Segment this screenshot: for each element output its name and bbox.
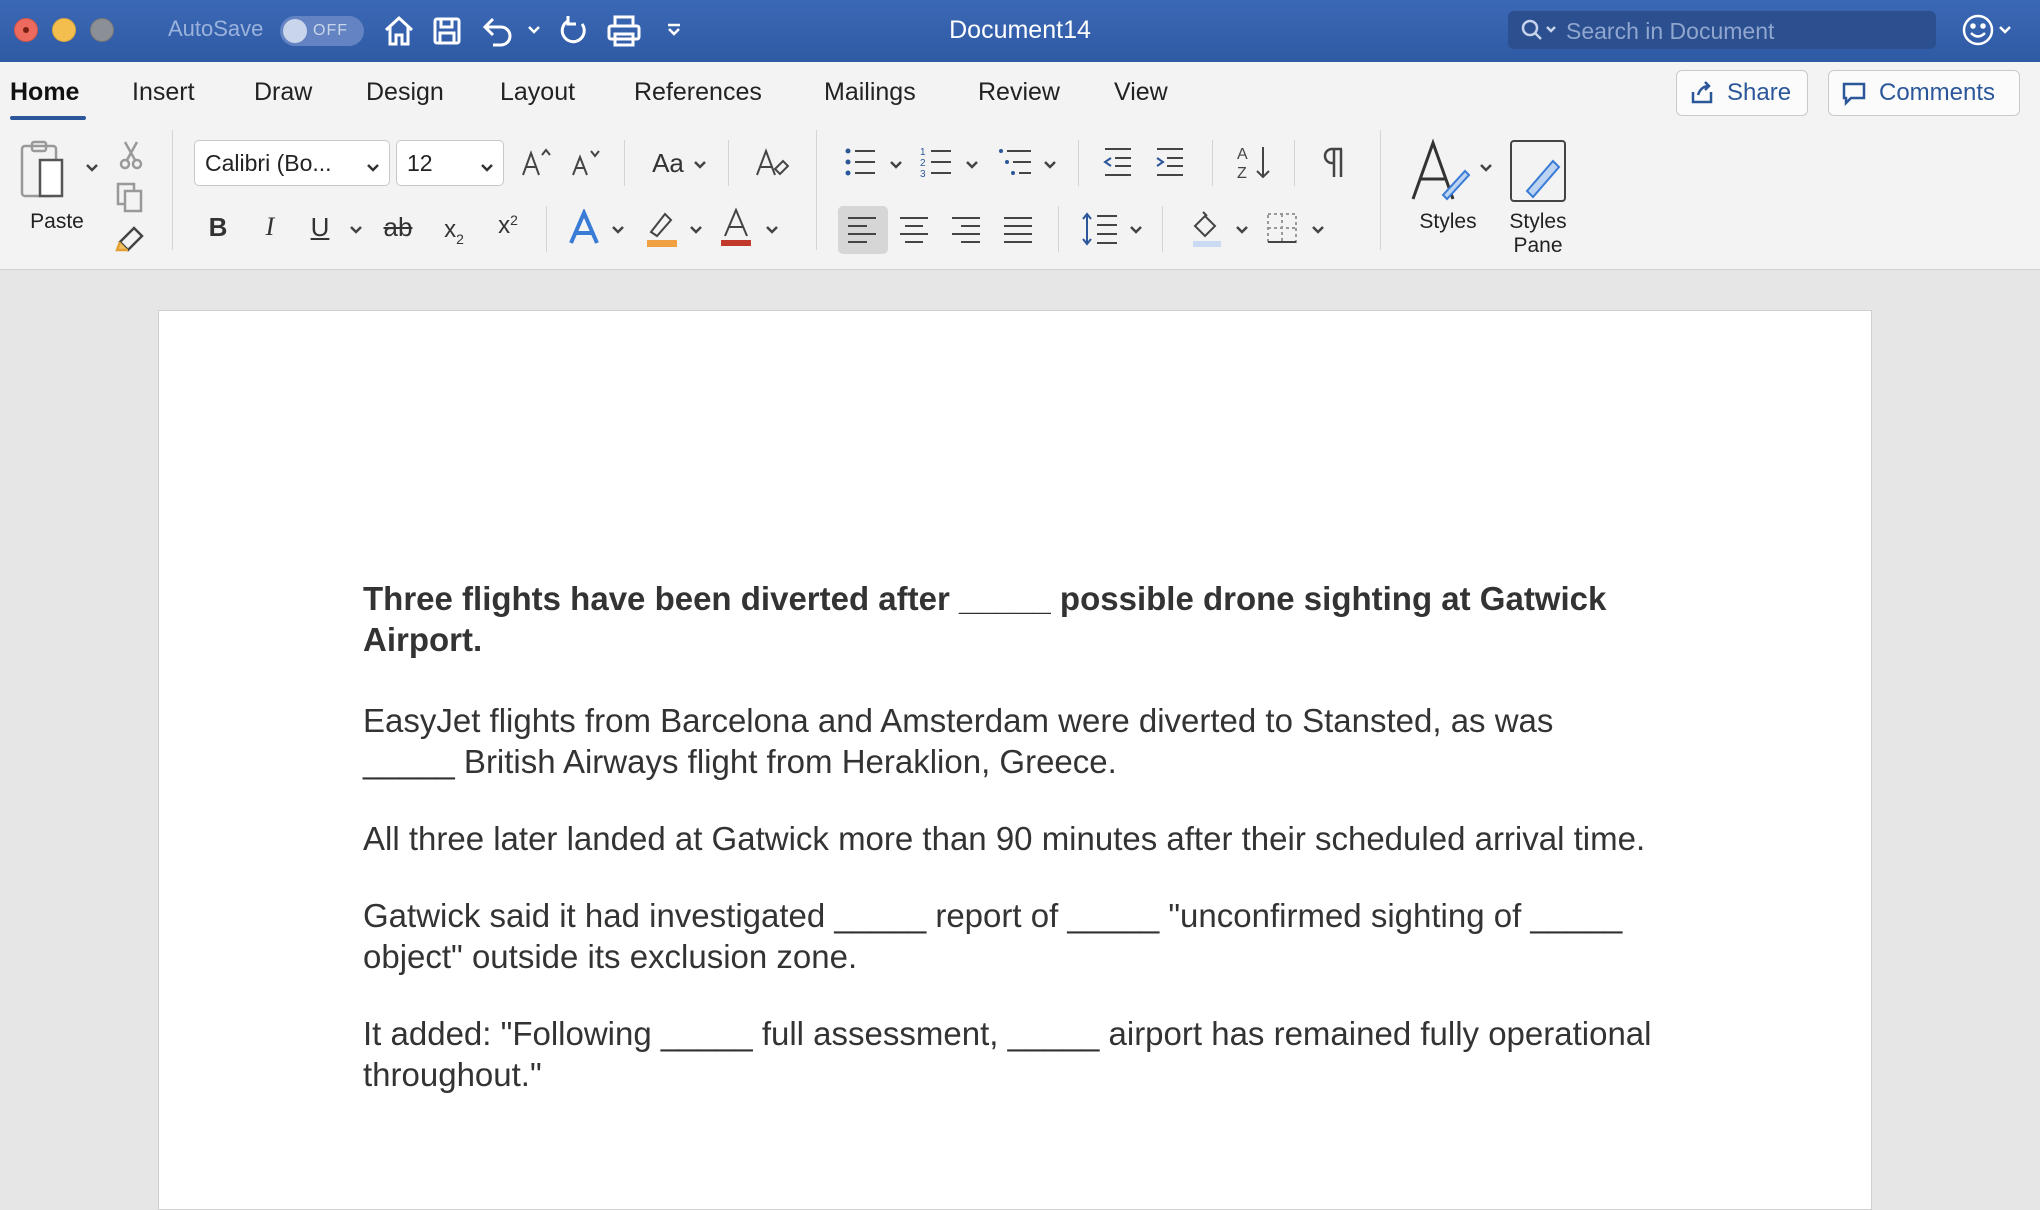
show-formatting-marks-icon[interactable] <box>1318 144 1352 180</box>
ribbon-separator <box>1380 130 1381 250</box>
subscript-label: x <box>444 216 457 243</box>
document-headline[interactable]: Three flights have been diverted after _____ possible drone sighting at Gatwick Airport. <box>363 580 1607 658</box>
italic-button[interactable]: I <box>265 212 275 241</box>
share-icon <box>1689 80 1715 106</box>
ribbon-separator <box>1162 206 1163 252</box>
clear-formatting-icon[interactable] <box>752 144 790 182</box>
ribbon-tab-bar <box>0 62 2040 128</box>
undo-icon[interactable] <box>474 8 520 54</box>
align-center-icon[interactable] <box>896 212 932 248</box>
styles-pane-label-line1: Styles <box>1509 210 1567 233</box>
document-paragraph[interactable]: Gatwick said it had investigated _____ report of _____ "unconfirmed sighting of _____ object" outside its exclusion zone. <box>363 897 1623 975</box>
title-bar <box>0 0 2040 62</box>
increase-font-size-icon[interactable] <box>518 144 554 180</box>
font-name-value: Calibri (Bo... <box>205 149 332 176</box>
align-left-icon[interactable] <box>844 212 880 248</box>
text-effects-icon[interactable] <box>566 208 602 248</box>
numbering-chevron-icon[interactable] <box>964 157 980 173</box>
svg-text:Z: Z <box>1237 165 1247 181</box>
tab-view[interactable]: View <box>1114 78 1168 106</box>
autosave-state: OFF <box>313 22 348 39</box>
ribbon-separator <box>624 140 625 186</box>
numbering-list-icon[interactable] <box>918 144 954 180</box>
styles-chevron-icon[interactable] <box>1478 160 1494 176</box>
ribbon-separator <box>728 140 729 186</box>
autosave-label: AutoSave <box>168 16 264 41</box>
active-tab-indicator <box>10 116 86 120</box>
tab-review[interactable]: Review <box>978 78 1060 106</box>
superscript-button[interactable]: x 2 <box>498 212 518 239</box>
font-color-chevron-icon[interactable] <box>764 222 780 238</box>
font-size-select[interactable] <box>396 140 504 186</box>
subscript-button[interactable]: x 2 <box>444 216 464 247</box>
svg-text:2: 2 <box>920 158 926 169</box>
svg-text:1: 1 <box>920 147 926 158</box>
chevron-down-icon <box>365 155 381 182</box>
home-icon[interactable] <box>376 8 422 54</box>
borders-icon[interactable] <box>1264 210 1300 246</box>
tab-insert[interactable]: Insert <box>132 78 195 106</box>
change-case-chevron-icon[interactable] <box>692 157 708 173</box>
ribbon-separator <box>172 130 173 250</box>
styles-pane-label[interactable] <box>1496 210 1580 258</box>
minimize-window-button[interactable] <box>52 18 76 42</box>
tab-draw[interactable]: Draw <box>254 78 313 106</box>
text-effects-chevron-icon[interactable] <box>610 222 626 238</box>
close-window-button[interactable] <box>14 18 38 42</box>
comment-icon <box>1841 80 1867 106</box>
search-input[interactable] <box>1564 11 1928 51</box>
document-paragraph[interactable]: All three later landed at Gatwick more than 90 minutes after their scheduled arrival time. <box>363 820 1646 857</box>
redo-icon[interactable] <box>550 8 596 54</box>
styles-pane-icon[interactable] <box>1506 136 1570 208</box>
comments-button[interactable] <box>1828 70 2020 116</box>
increase-indent-icon[interactable] <box>1152 144 1188 180</box>
ribbon-separator <box>1294 140 1295 186</box>
sort-az-icon[interactable] <box>1234 142 1274 182</box>
document-paragraph[interactable]: It added: "Following _____ full assessment, _____ airport has remained fully operational throughout." <box>363 1015 1652 1093</box>
decrease-font-size-icon[interactable] <box>568 144 604 180</box>
ribbon-separator <box>1078 140 1079 186</box>
decrease-indent-icon[interactable] <box>1100 144 1136 180</box>
autosave-toggle[interactable] <box>280 16 364 46</box>
share-button[interactable] <box>1676 70 1808 116</box>
ribbon-separator <box>1212 140 1213 186</box>
document-body[interactable] <box>363 578 1653 1131</box>
bold-button[interactable]: B <box>208 212 228 242</box>
ribbon-separator <box>1058 206 1059 252</box>
undo-dropdown-chevron-icon[interactable] <box>526 22 542 38</box>
superscript-label: x <box>498 212 511 239</box>
align-right-icon[interactable] <box>948 212 984 248</box>
underline-chevron-icon[interactable] <box>348 222 364 238</box>
save-icon[interactable] <box>424 8 470 54</box>
line-spacing-chevron-icon[interactable] <box>1128 222 1144 238</box>
copy-icon[interactable] <box>114 180 146 214</box>
styles-label[interactable]: Styles <box>1419 210 1477 233</box>
tab-references[interactable]: References <box>634 78 762 106</box>
change-case-button[interactable]: Aa <box>652 148 684 178</box>
chevron-down-icon <box>479 155 495 182</box>
highlight-chevron-icon[interactable] <box>688 222 704 238</box>
multilevel-list-icon[interactable] <box>996 144 1034 180</box>
shading-bucket-icon[interactable] <box>1188 208 1226 248</box>
tab-layout[interactable]: Layout <box>500 78 576 106</box>
ribbon-separator <box>546 206 547 252</box>
ribbon-separator <box>816 130 817 250</box>
shading-chevron-icon[interactable] <box>1234 222 1250 238</box>
format-painter-brush-icon[interactable] <box>114 220 148 254</box>
tab-mailings[interactable]: Mailings <box>824 78 916 106</box>
font-size-value: 12 <box>407 149 433 176</box>
font-name-select[interactable] <box>194 140 390 186</box>
bullets-chevron-icon[interactable] <box>888 157 904 173</box>
svg-text:A: A <box>1237 146 1248 163</box>
toggle-knob <box>283 19 307 43</box>
share-label: Share <box>1727 79 1792 106</box>
maximize-window-button[interactable] <box>90 18 114 42</box>
customize-toolbar-chevron-icon[interactable] <box>666 22 682 38</box>
document-title: Document14 <box>949 16 1091 44</box>
tab-home[interactable]: Home <box>10 78 80 106</box>
feedback-smiley-icon[interactable] <box>1960 12 2020 53</box>
search-box[interactable] <box>1508 11 1936 49</box>
cut-scissors-icon[interactable] <box>116 138 146 172</box>
paste-clipboard-icon[interactable] <box>18 138 68 204</box>
justify-icon[interactable] <box>1000 212 1036 248</box>
bullets-list-icon[interactable] <box>842 144 878 180</box>
line-spacing-icon[interactable] <box>1080 210 1120 248</box>
styles-pane-label-line2: Pane <box>1513 234 1563 257</box>
highlight-color-icon[interactable] <box>642 208 680 248</box>
strikethrough-button[interactable]: ab <box>383 212 413 242</box>
styles-gallery-icon[interactable] <box>1408 136 1474 208</box>
paste-options-chevron-icon[interactable] <box>84 160 100 176</box>
font-color-icon[interactable] <box>718 206 754 248</box>
comments-label: Comments <box>1879 79 1996 106</box>
borders-chevron-icon[interactable] <box>1310 222 1326 238</box>
svg-text:3: 3 <box>920 169 926 179</box>
tab-design[interactable]: Design <box>366 78 444 106</box>
document-paragraph[interactable]: EasyJet flights from Barcelona and Amsterdam were diverted to Stansted, as was _____ British Airways flight from Heraklion, Greece. <box>363 702 1554 780</box>
multilevel-chevron-icon[interactable] <box>1042 157 1058 173</box>
paste-label[interactable]: Paste <box>30 210 84 233</box>
search-icon <box>1520 18 1560 47</box>
underline-button[interactable]: U <box>310 212 330 242</box>
print-icon[interactable] <box>601 8 647 54</box>
